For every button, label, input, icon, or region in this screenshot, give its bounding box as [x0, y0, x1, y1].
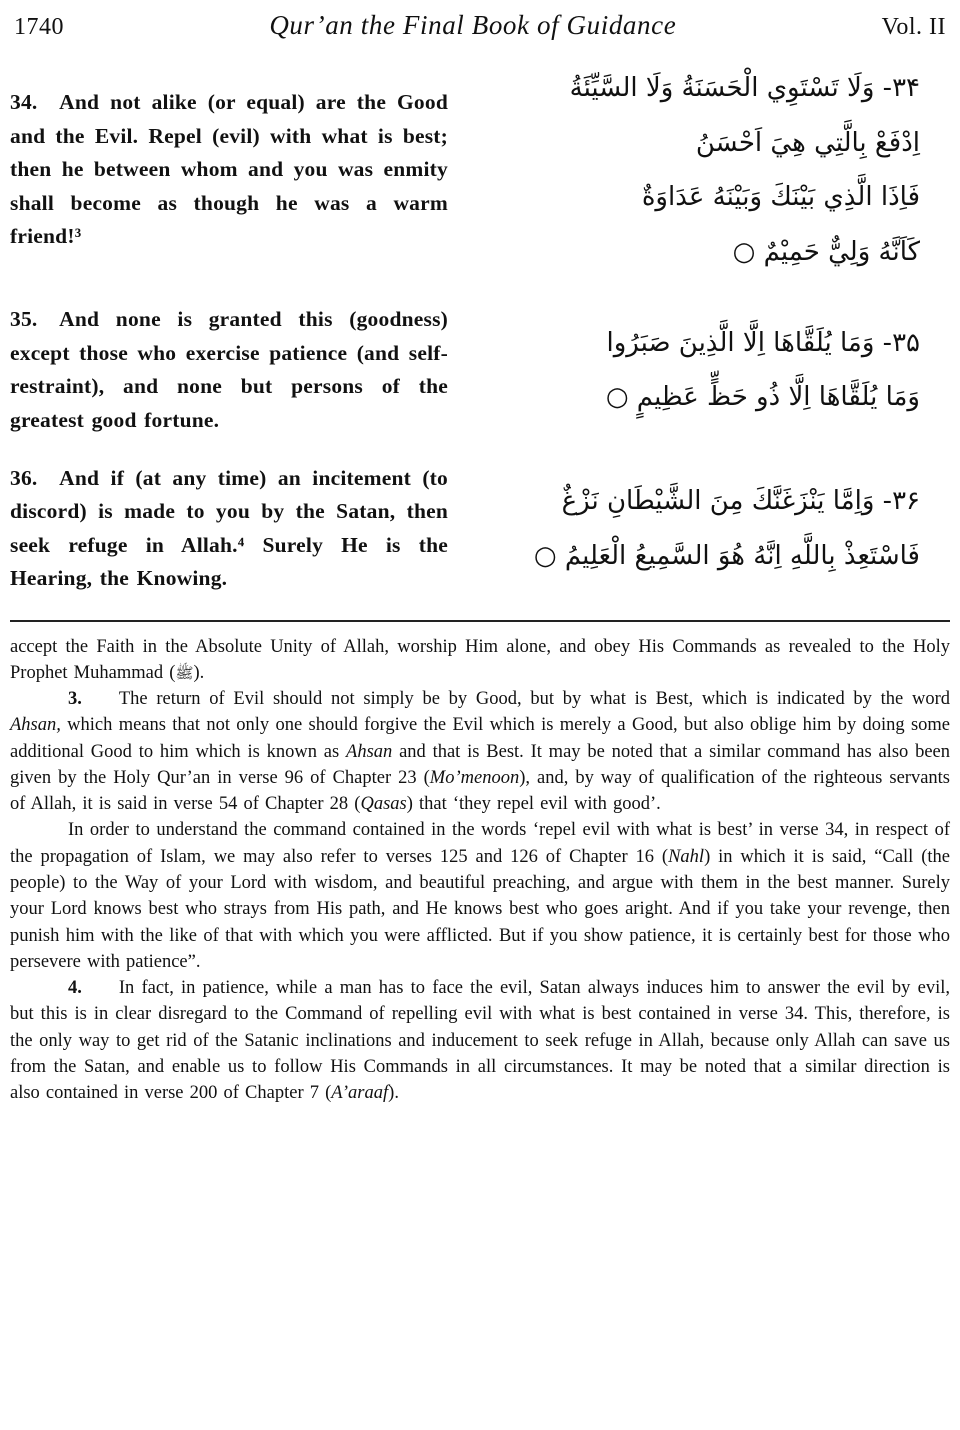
- footnote-paragraph: [10, 975, 950, 1106]
- verse-36-arabic: [448, 474, 950, 583]
- footnote-text-segment: ).: [193, 662, 205, 683]
- arabic-line: وَمَا يُلَقَّاهَا اِلَّا ذُو حَظٍّ عَظِيمٍ ○: [605, 382, 920, 413]
- verse-35-english: 35. And none is granted this (goodness) except those who exercise patience (and self-restraint), and none but persons of the greatest good fortune.: [10, 307, 448, 432]
- footnote-text-segment: In fact, in patience, while a man has to face the evil, Satan always induces him to answer the evil by evil, but this is in clear disregard to the Command of repelling evil with what is best contained in verse 34. This, therefore, is the only way to get rid of the Satanic inclinations and inducement to seek refuge in Allah, because only Allah can save us from the Satan, and enable us to follow His Commands in all circumstances. It may be noted that a similar direction is also contained in verse 200 of Chapter 7 (: [10, 978, 950, 1104]
- verse-block-35: [10, 303, 950, 437]
- arabic-line: ۳۴- وَلَا تَسْتَوِي الْحَسَنَةُ وَلَا السَّيِّئَةُ: [569, 73, 920, 103]
- verse-36-english: 36. And if (at any time) an incitement (to discord) is made to you by the Satan, then seek refuge in Allah.⁴ Surely He is the Hearing, the Knowing.: [10, 465, 448, 591]
- footnotes-section: [10, 634, 950, 1107]
- footnote-text-segment: Nahl: [668, 846, 705, 867]
- footnote-text-segment: Qasas: [360, 794, 407, 815]
- page-header: [10, 6, 950, 41]
- footnote-text-segment: ).: [388, 1083, 399, 1104]
- footnote-divider: [10, 620, 950, 622]
- arabic-line: فَاِذَا الَّذِي بَيْنَكَ وَبَيْنَهُ عَدَاوَةٌ: [641, 182, 920, 213]
- footnote-paragraph: [10, 634, 950, 687]
- footnote-text-segment: Ahsan: [346, 741, 393, 762]
- footnote-paragraph: [10, 817, 950, 975]
- footnote-text-segment: and that is Best. It may be noted that a similar command has also been given by the Holy Qur’an in verse 96 of Chapter 23 (: [10, 741, 950, 788]
- verse-35-arabic: [448, 316, 950, 425]
- arabic-line: ۳۵- وَمَا يُلَقَّاهَا اِلَّا الَّذِينَ صَبَرُوا: [606, 327, 920, 358]
- book-title: Qur’an the Final Book of Guidance: [269, 10, 677, 40]
- footnote-text-segment: accept the Faith in the Absolute Unity of Allah, worship Him alone, and obey His Commands as revealed to the Holy Prophet Muhammad (: [10, 636, 950, 683]
- verse-block-34: [10, 61, 950, 279]
- verse-34-english: 34. And not alike (or equal) are the Good and the Evil. Repel (evil) with what is best; then he between whom and you was enmity shall become as though he was a warm friend!³: [10, 90, 448, 249]
- footnote-text-segment: which means that not only one should forgive the Evil which is merely a Good, but also oblige him by doing some additional Good to him which is known as: [10, 715, 950, 762]
- verse-block-36: [10, 462, 950, 596]
- page-number: 1740: [14, 14, 64, 40]
- footnote-text-segment: ) in which it is said, “Call (the people) to the Way of your Lord with wisdom, and beautiful preaching, and argue with them in the best manner. Surely your Lord knows best who strays from His path, and He knows best who goes aright. And if you take your revenge, then punish him with the like of that with which you were afflicted. But if you show patience, it is certainly best for those who persevere with patience”.: [10, 846, 950, 972]
- arabic-line: اِدْفَعْ بِالَّتِي هِيَ اَحْسَنُ: [695, 127, 920, 158]
- footnote-text-segment: Ahsan,: [10, 715, 61, 736]
- arabic-line: كَاَنَّهُ وَلِيٌّ حَمِيْمٌ ○: [732, 236, 920, 267]
- footnote-text-segment: ), and, by way of qualification of the righteous servants of Allah, it is said in verse 54 of Chapter 28 (: [10, 767, 950, 815]
- footnote-text-segment: ) that ‘they repel evil with good’.: [406, 794, 661, 815]
- footnote-text-segment: ﷺ: [175, 663, 194, 682]
- arabic-line: ۳۶- وَاِمَّا يَنْزَغَنَّكَ مِنَ الشَّيْطَانِ نَزْغٌ: [561, 485, 920, 516]
- verses-section: [10, 61, 950, 596]
- arabic-line: فَاسْتَعِذْ بِاللَّهِ اِنَّهُ هُوَ السَّمِيعُ الْعَلِيمُ ○: [533, 540, 920, 571]
- volume-label: Vol. II: [881, 14, 946, 40]
- footnote-text-segment: The return of Evil should not simply be by Good, but by what is Best, which is indicated by the word: [81, 689, 950, 710]
- footnote-paragraph: [10, 686, 950, 817]
- verse-34-arabic: [448, 61, 950, 279]
- footnote-text-segment: 3.: [68, 689, 82, 710]
- footnote-text-segment: A’araaf: [331, 1083, 389, 1104]
- footnote-text-segment: In order to understand the command contained in the words ‘repel evil with what is best’ in verse 34, in respect of the propagation of Islam, we may also refer to verses 125 and 126 of Chapter 16 (: [10, 820, 950, 867]
- footnote-text-segment: Mo’menoon: [429, 767, 520, 788]
- footnote-text-segment: 4.: [68, 978, 82, 999]
